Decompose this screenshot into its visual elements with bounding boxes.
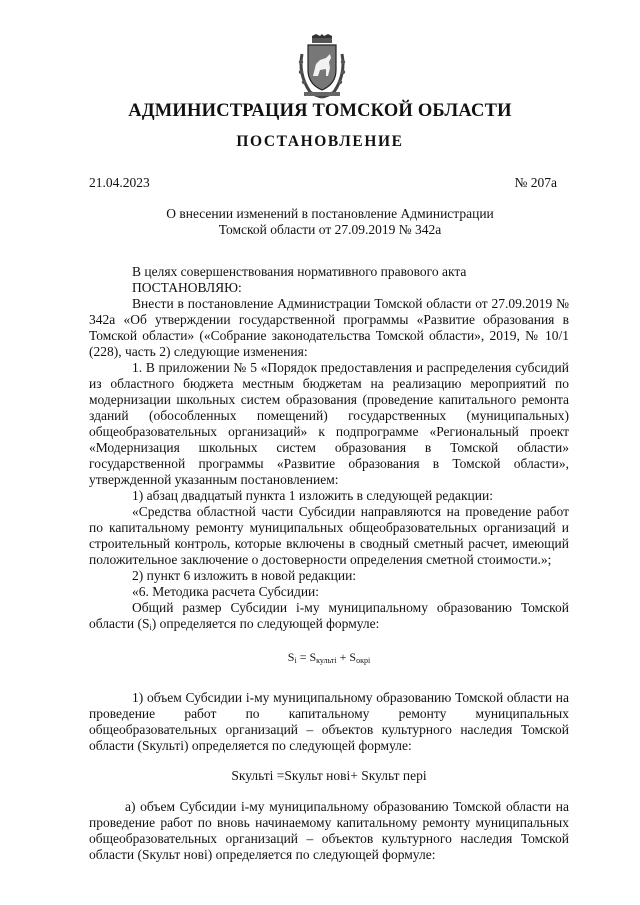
tomsk-coat-of-arms-icon [296,34,348,100]
document-body [89,264,569,863]
item-1-paragraph: 1) абзац двадцатый пункта 1 изложить в следующей редакции: [132,488,493,503]
document-number: № 207а [514,175,557,190]
organization-title: АДМИНИСТРАЦИЯ ТОМСКОЙ ОБЛАСТИ [128,101,512,121]
preamble-paragraph: В целях совершенствования нормативного правового акта [132,264,467,279]
new-repair-paragraph: а) объем Субсидии i-му муниципальному образованию Томской области на проведение работ по вновь начинаемому капитальному ремонту муниципальных общеобразовательных организаций – объектов культурного наследия Томской области (Sкульт нові) определяется по следующей формуле: [89,799,569,862]
amendment-intro-paragraph: Внести в постановление Администрации Томской области от 27.09.2019 № 342а «Об утверждении государственной программы «Развитие образования в Томской области» («Собрание законодательства Томской области», 2019, № 10/1 (228), часть 2) следующие изменения: [89,296,569,359]
method-heading: «6. Методика расчета Субсидии: [132,584,320,599]
formula-total-subsidy: $S_i = S_{культі} + S_{окрі}$ [287,650,371,665]
item-2-paragraph: 2) пункт 6 изложить в новой редакции: [132,568,357,583]
document-date: 21.04.2023 [89,175,150,190]
document-subject [140,206,520,238]
appendix-paragraph: 1. В приложении № 5 «Порядок предоставления и распределения субсидий из областного бюджета местным бюджетам на реализацию мероприятий по модернизации школьных систем образования (проведение капитального ремонта зданий (обособленных помещений) государственных (муниципальных) общеобразовательных организаций» к подпрограмме «Региональный проект «Модернизация школьных систем образования в Томской области» государственной программы «Развитие образования в Томской области», утвержденной указанным постановлением: [89,360,569,487]
formula-cultural-heritage: Sкульті =Sкульт нові+ Sкульт пері [231,768,427,783]
resolve-word: ПОСТАНОВЛЯЮ: [132,280,242,295]
subject-line-1: О внесении изменений в постановление Администрации [166,206,494,221]
document-type: ПОСТАНОВЛЕНИЕ [236,133,404,150]
cultural-heritage-paragraph: 1) объем Субсидии i-му муниципальному образованию Томской области на проведение работ по капитальному ремонту муниципальных общеобразовательных организаций – объектов культурного наследия Томской области (Sкульті) определяется по следующей формуле: [89,690,569,753]
quoted-paragraph: «Средства областной части Субсидии направляются на проведение работ по капитальному ремонту муниципальных общеобразовательных организаций и строительный контроль, которые включены в сводный сметный расчет, имеющий положительное заключение о достоверности определения сметной стоимости.»; [89,504,569,567]
total-subsidy-paragraph: Общий размер Субсидии i-му муниципальному образованию Томской области $(S_i)$ определяется по следующей формуле: [89,600,569,632]
subject-line-2: Томской области от 27.09.2019 № 342а [218,222,442,237]
